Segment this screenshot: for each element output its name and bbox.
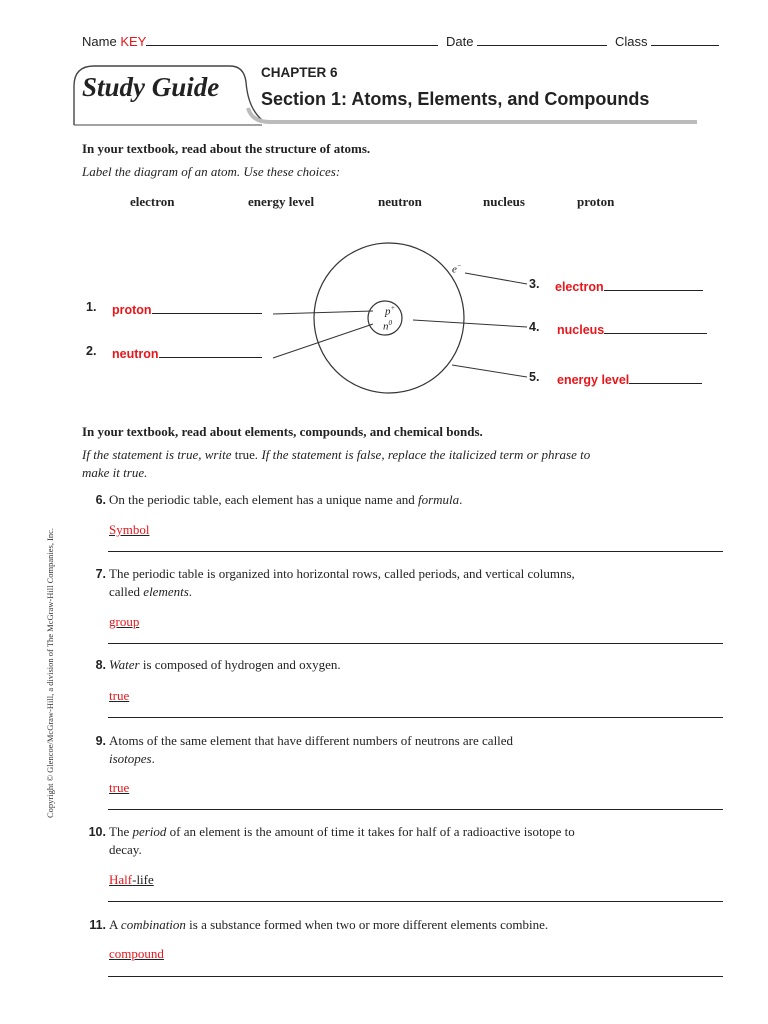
part2-instruction: In your textbook, read about elements, compounds, and chemical bonds. bbox=[82, 424, 483, 439]
q9-answer[interactable]: true bbox=[109, 780, 130, 795]
label-5-number: 5. bbox=[529, 370, 540, 384]
q8-answer[interactable]: true bbox=[109, 688, 130, 703]
proton-symbol: p+ bbox=[385, 304, 396, 318]
choice-nucleus: nucleus bbox=[483, 194, 525, 209]
q7-answer-line bbox=[108, 643, 723, 644]
q6-answer[interactable]: Symbol bbox=[109, 522, 150, 537]
choice-neutron: neutron bbox=[378, 194, 422, 209]
choice-electron: electron bbox=[130, 194, 175, 209]
label-2-answer[interactable]: neutron bbox=[112, 344, 262, 363]
choice-proton: proton bbox=[577, 194, 615, 209]
q10-number: 10. bbox=[88, 825, 106, 839]
q11-answer-line bbox=[108, 976, 723, 977]
chapter-label: CHAPTER 6 bbox=[261, 65, 338, 80]
q7-text: The periodic table is organized into horizontal rows, called periods, and vertical columns, called elements. bbox=[109, 566, 575, 599]
neutron-symbol: $n^0$ bbox=[383, 319, 392, 333]
label-5-answer[interactable]: energy level bbox=[557, 370, 702, 389]
electron-symbol: e− bbox=[452, 262, 462, 276]
part1-direction: Label the diagram of an atom. Use these choices: bbox=[82, 164, 341, 179]
leader-line-4 bbox=[413, 320, 527, 327]
choice-energy-level: energy level bbox=[248, 194, 315, 209]
name-value: KEY bbox=[120, 34, 147, 49]
q6-text: On the periodic table, each element has a unique name and formula. bbox=[109, 492, 463, 507]
label-3-answer[interactable]: electron bbox=[555, 277, 703, 296]
date-label: Date bbox=[446, 34, 474, 49]
q10-answer-line bbox=[108, 901, 723, 902]
label-1-number: 1. bbox=[86, 300, 97, 314]
q11-text: A combination is a substance formed when two or more different elements combine. bbox=[109, 917, 549, 932]
q11-answer[interactable]: compound bbox=[109, 946, 164, 961]
leader-line-1 bbox=[273, 311, 373, 314]
part1-instruction: In your textbook, read about the structure of atoms. bbox=[82, 141, 371, 156]
label-1-answer[interactable]: proton bbox=[112, 300, 262, 319]
leader-line-5 bbox=[452, 365, 527, 377]
study-guide-title: Study Guide bbox=[82, 72, 220, 102]
leader-line-3 bbox=[465, 273, 527, 284]
section-title: Section 1: Atoms, Elements, and Compounds bbox=[261, 89, 650, 109]
q7-answer[interactable]: group bbox=[109, 614, 140, 629]
q10-text: The period of an element is the amount of time it takes for half of a radioactive isotope to decay. bbox=[109, 824, 575, 857]
q6-answer-line bbox=[108, 551, 723, 552]
q11-number: 11. bbox=[89, 918, 106, 932]
class-label: Class bbox=[615, 34, 648, 49]
q6-number: 6. bbox=[95, 493, 106, 507]
q9-text: Atoms of the same element that have different numbers of neutrons are called isotopes. bbox=[109, 733, 514, 766]
q7-number: 7. bbox=[95, 567, 106, 581]
q9-number: 9. bbox=[95, 734, 106, 748]
label-4-answer[interactable]: nucleus bbox=[557, 320, 707, 339]
label-3-number: 3. bbox=[529, 277, 540, 291]
part2-direction: If the statement is true, write true. If the statement is false, replace the italicized term or phrase to make it true. bbox=[82, 447, 591, 480]
copyright-notice: Copyright © Glencoe/McGraw-Hill, a division of The McGraw-Hill Companies, Inc. bbox=[45, 527, 55, 818]
name-label: Name bbox=[82, 34, 117, 49]
energy-level-circle bbox=[314, 243, 464, 393]
q10-answer[interactable]: Half-life bbox=[109, 872, 154, 887]
label-2-number: 2. bbox=[86, 344, 97, 358]
label-4-number: 4. bbox=[529, 320, 540, 334]
q9-answer-line bbox=[108, 809, 723, 810]
q8-answer-line bbox=[108, 717, 723, 718]
q8-text: Water is composed of hydrogen and oxygen. bbox=[109, 657, 341, 672]
q8-number: 8. bbox=[95, 658, 106, 672]
